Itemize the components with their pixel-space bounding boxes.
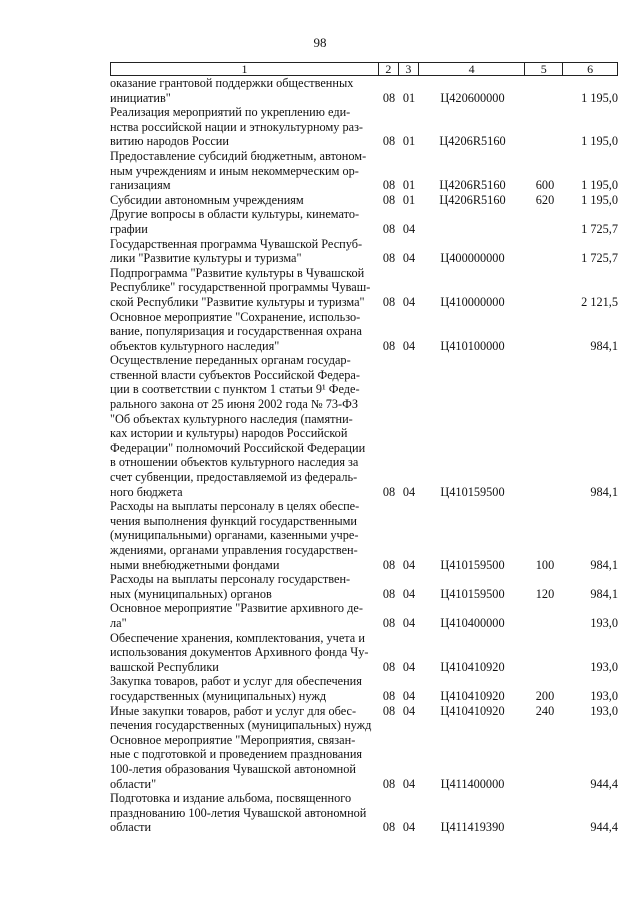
table-row	[110, 733, 618, 791]
row-description: Другие вопросы в области культуры, кинемато- графии	[110, 207, 360, 236]
row-section: 08	[382, 134, 396, 149]
row-description: Расходы на выплаты персоналу государствен- ных (муниципальных) органов	[110, 572, 351, 601]
table-row	[110, 266, 618, 310]
row-section: 08	[382, 615, 396, 630]
row-expense-type: 200	[535, 688, 555, 703]
row-amount: 193,0	[590, 703, 618, 718]
row-section: 08	[382, 484, 396, 499]
row-target-code: Ц410000000	[440, 294, 505, 309]
row-description: Основное мероприятие "Сохранение, использо- вание, популяризация и государственная охрана объектов культурного наследия"	[110, 309, 362, 353]
row-target-code: Ц4206R5160	[439, 192, 506, 207]
row-target-code: Ц410159500	[440, 484, 505, 499]
row-amount: 984,1	[590, 484, 618, 499]
row-section: 08	[382, 178, 396, 193]
row-target-code: Ц410410920	[440, 659, 505, 674]
row-expense-type: 240	[535, 703, 555, 718]
table-row	[110, 631, 618, 675]
table-row	[110, 310, 618, 354]
table-row	[110, 572, 618, 601]
table-row	[110, 207, 618, 236]
row-section: 08	[382, 192, 396, 207]
row-amount: 1 195,0	[581, 90, 618, 105]
row-amount: 193,0	[590, 659, 618, 674]
row-description: Осуществление переданных органам государ- ственной власти субъектов Российской Федера- ции в соответствии с пунктом 1 статьи 9¹ Феде- рального закона от 25 июня 2002 года № 73-ФЗ "Об объектах культурного наследия (памятни- ках истории и культуры) народов Российской Федерации" полномочий Российской Федерации в отношении объектов культурного наследия за счет субвенции, предоставляемой из федераль- ного бюджета	[110, 353, 366, 499]
row-amount: 193,0	[590, 688, 618, 703]
row-description: Государственная программа Чувашской Респуб- лики "Развитие культуры и туризма"	[110, 236, 363, 266]
row-amount: 984,1	[590, 586, 618, 601]
header-col-1: 1	[111, 63, 379, 75]
header-col-3: 3	[399, 63, 419, 75]
row-subsection: 04	[402, 820, 416, 835]
row-target-code: Ц410410920	[440, 688, 505, 703]
row-subsection: 04	[402, 251, 416, 266]
table-row	[110, 791, 618, 835]
row-description: Субсидии автономным учреждениям	[110, 192, 304, 207]
row-description: Расходы на выплаты персоналу в целях обеспе- чения выполнения функций государственными (муниципальными) органами, казенными учре- ждениями, органами управления государствен- ными внебюджетными фондами	[110, 499, 360, 572]
row-amount: 1 195,0	[581, 134, 618, 149]
table-row	[110, 601, 618, 630]
row-subsection: 04	[402, 615, 416, 630]
row-section: 08	[382, 703, 396, 718]
row-section: 08	[382, 90, 396, 105]
row-amount: 2 121,5	[581, 294, 618, 309]
row-subsection: 04	[402, 776, 416, 791]
row-expense-type: 100	[535, 557, 555, 572]
row-target-code: Ц4206R5160	[439, 178, 506, 193]
row-target-code: Ц410100000	[440, 338, 505, 353]
row-subsection: 04	[402, 586, 416, 601]
table-row	[110, 237, 618, 266]
row-amount: 944,4	[590, 820, 618, 835]
row-amount: 193,0	[590, 615, 618, 630]
row-subsection: 01	[402, 178, 416, 193]
table-row	[110, 193, 618, 208]
row-expense-type: 620	[535, 192, 555, 207]
table-header	[110, 62, 618, 76]
row-target-code: Ц4206R5160	[439, 134, 506, 149]
header-col-4: 4	[419, 63, 526, 75]
header-col-6: 6	[587, 62, 594, 76]
row-target-code: Ц420600000	[440, 90, 505, 105]
table-row	[110, 704, 618, 733]
row-description: Реализация мероприятий по укреплению еди- нства российской нации и этнокультурному раз- витию народов России	[110, 105, 364, 149]
row-subsection: 04	[402, 557, 416, 572]
row-description: Иные закупки товаров, работ и услуг для обес- печения государственных (муниципальных) нужд	[110, 703, 372, 733]
row-description: Основное мероприятие "Мероприятия, связан- ные с подготовкой и проведением празднования 100-летия образования Чувашской автономной области"	[110, 732, 363, 791]
row-amount: 984,1	[590, 557, 618, 572]
row-section: 08	[382, 820, 396, 835]
row-subsection: 04	[402, 294, 416, 309]
row-amount: 1 195,0	[581, 192, 618, 207]
row-amount: 1 195,0	[581, 178, 618, 193]
row-description: Обеспечение хранения, комплектования, учета и использования документов Архивного фонда Чу- вашской Республики	[110, 630, 369, 674]
row-section: 08	[382, 251, 396, 266]
row-target-code: Ц400000000	[440, 251, 505, 266]
row-target-code: Ц410159500	[440, 586, 505, 601]
row-amount: 1 725,7	[581, 221, 618, 236]
table-row	[110, 149, 618, 193]
row-section: 08	[382, 688, 396, 703]
row-section: 08	[382, 294, 396, 309]
page-number: 98	[313, 35, 327, 50]
table-row	[110, 76, 618, 105]
table-row	[110, 353, 618, 499]
row-subsection: 04	[402, 484, 416, 499]
row-section: 08	[382, 776, 396, 791]
table-body	[110, 76, 618, 835]
row-description: Предоставление субсидий бюджетным, автоном- ным учреждениям и иным некоммерческим ор- ганизациям	[110, 148, 367, 193]
table-row	[110, 499, 618, 572]
row-subsection: 04	[402, 703, 416, 718]
row-section: 08	[382, 221, 396, 236]
row-target-code: Ц411400000	[440, 776, 505, 791]
table-row	[110, 105, 618, 149]
row-target-code: Ц410400000	[440, 615, 505, 630]
row-section: 08	[382, 557, 396, 572]
row-subsection: 01	[402, 90, 416, 105]
row-subsection: 01	[402, 192, 416, 207]
row-description: оказание грантовой поддержки общественных инициатив"	[110, 76, 354, 105]
row-expense-type: 120	[535, 586, 555, 601]
row-section: 08	[382, 338, 396, 353]
row-target-code: Ц410410920	[440, 703, 505, 718]
row-description: Подпрограмма "Развитие культуры в Чувашской Республике" государственной программы Чуваш- ской Республики "Развитие культуры и туризма"	[110, 265, 371, 309]
row-amount: 944,4	[590, 776, 618, 791]
header-col-2: 2	[379, 63, 399, 75]
row-amount: 984,1	[590, 338, 618, 353]
row-section: 08	[382, 659, 396, 674]
row-subsection: 04	[402, 688, 416, 703]
row-description: Основное мероприятие "Развитие архивного де- ла"	[110, 601, 363, 630]
row-description: Закупка товаров, работ и услуг для обеспечения государственных (муниципальных) нужд	[110, 674, 362, 703]
row-description: Подготовка и издание альбома, посвященного празднованию 100-летия Чувашской автономной области	[110, 791, 367, 835]
budget-table	[110, 62, 618, 835]
row-target-code: Ц411419390	[440, 820, 505, 835]
row-subsection: 04	[402, 338, 416, 353]
row-subsection: 04	[402, 221, 416, 236]
row-subsection: 04	[402, 659, 416, 674]
row-expense-type: 600	[535, 178, 555, 193]
table-row	[110, 674, 618, 703]
row-target-code: Ц410159500	[440, 557, 505, 572]
row-section: 08	[382, 586, 396, 601]
row-amount: 1 725,7	[581, 251, 618, 266]
row-subsection: 01	[402, 134, 416, 149]
header-col-5: 5	[525, 63, 563, 75]
